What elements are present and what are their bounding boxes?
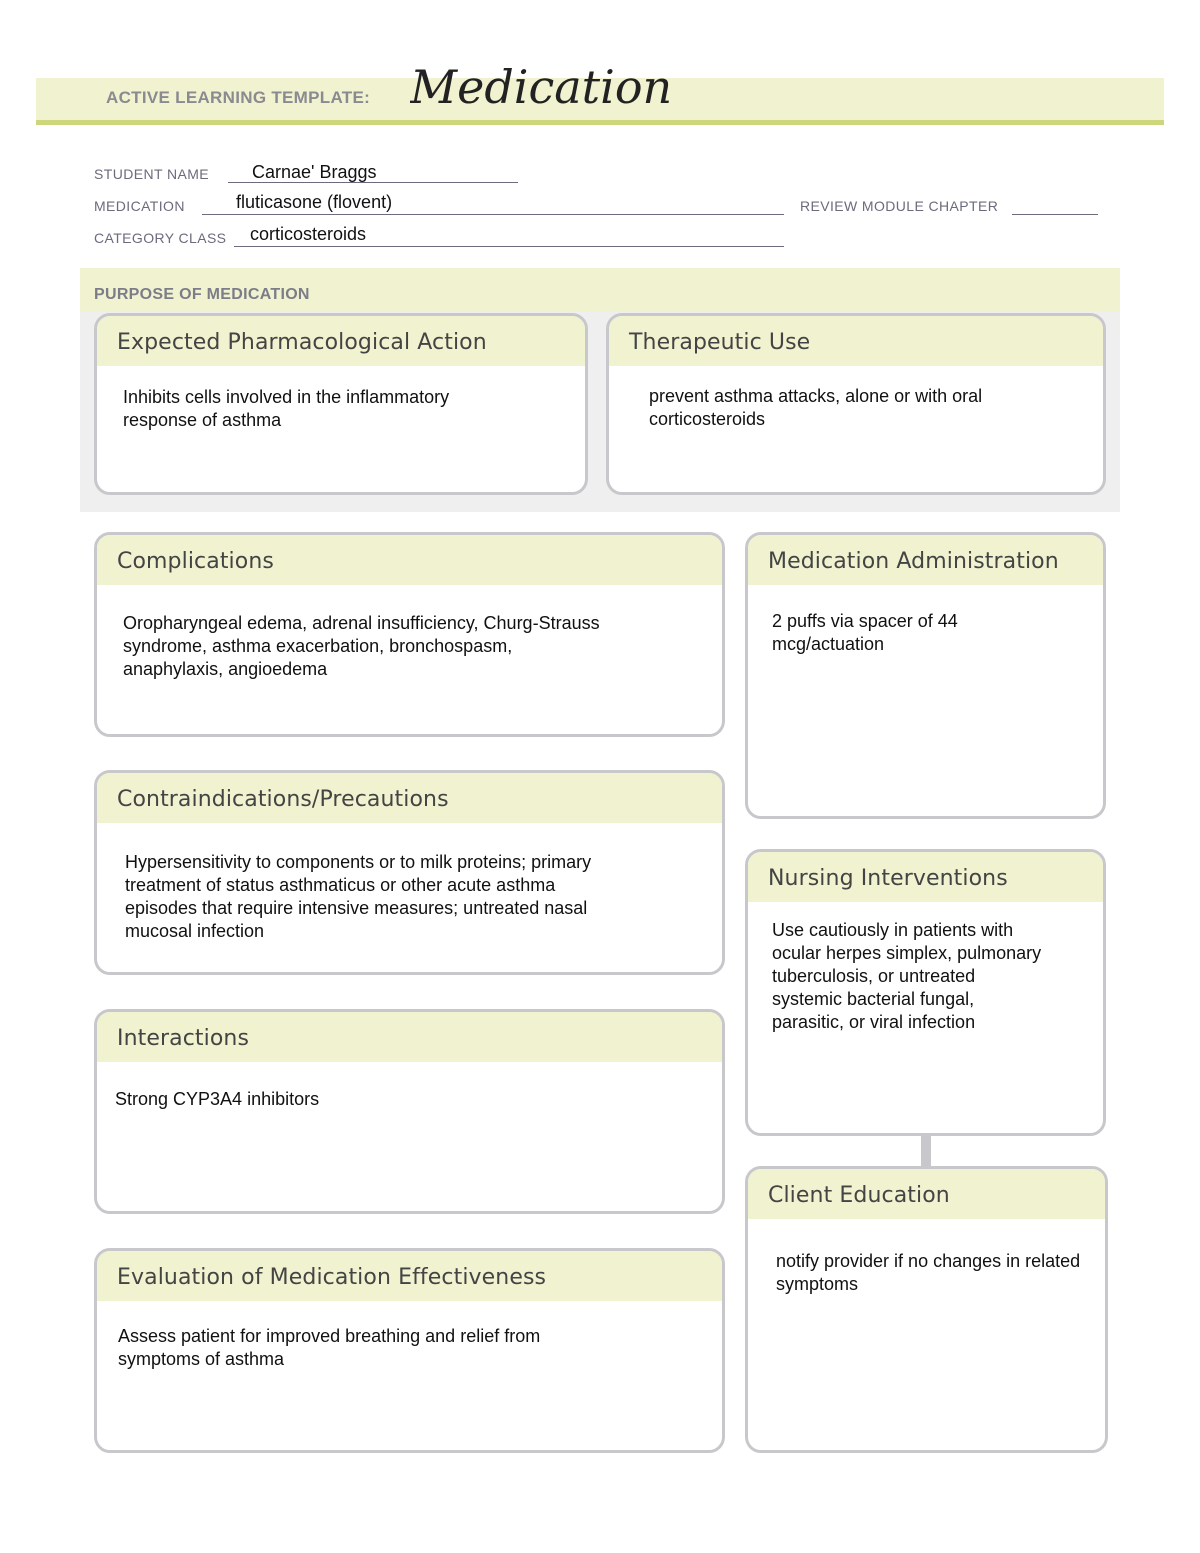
nursing-interventions-header (748, 852, 1103, 902)
interactions-text[interactable] (115, 1088, 319, 1111)
review-module-label: REVIEW MODULE CHAPTER (800, 198, 999, 214)
category-class-field[interactable]: corticosteroids (250, 224, 367, 244)
expected-action-card (94, 313, 588, 495)
text-line: Oropharyngeal edema, adrenal insufficiency, Churg-Strauss (123, 613, 600, 633)
text-line: episodes that require intensive measures; untreated nasal (125, 898, 588, 918)
medication-field[interactable]: fluticasone (flovent) (236, 192, 393, 212)
text-line: Use cautiously in patients with (772, 920, 1014, 940)
text-line: mcg/actuation (772, 634, 885, 654)
purpose-title: PURPOSE OF MEDICATION (94, 286, 310, 303)
client-education-title: Client Education (768, 1183, 950, 1208)
text-line: Hypersensitivity to components or to milk proteins; primary (125, 852, 592, 872)
nursing-interventions-card (745, 849, 1106, 1136)
client-education-card (745, 1166, 1108, 1453)
contraindications-header (97, 773, 722, 823)
text-line: mucosal infection (125, 921, 265, 941)
text-line: Strong CYP3A4 inhibitors (115, 1089, 320, 1109)
expected-action-text[interactable] (123, 386, 449, 432)
nursing-interventions-title: Nursing Interventions (768, 866, 1008, 891)
evaluation-text[interactable] (118, 1325, 540, 1371)
student-name-label: STUDENT NAME (94, 166, 209, 182)
administration-text[interactable] (772, 610, 958, 656)
complications-header (97, 535, 722, 585)
nursing-interventions-text[interactable] (772, 919, 1041, 1034)
template-header (36, 64, 1164, 125)
client-education-text[interactable] (776, 1250, 1080, 1296)
category-class-label: CATEGORY CLASS (94, 230, 227, 246)
text-line: 2 puffs via spacer of 44 (772, 611, 958, 631)
text-line: treatment of status asthmaticus or other acute asthma (125, 875, 556, 895)
interactions-card (94, 1009, 725, 1214)
text-line: Assess patient for improved breathing and relief from (118, 1326, 541, 1346)
evaluation-card (94, 1248, 725, 1453)
text-line: systemic bacterial fungal, (772, 989, 975, 1009)
text-line: response of asthma (123, 410, 282, 430)
client-education-header (748, 1169, 1105, 1219)
administration-header (748, 535, 1103, 585)
template-label: ACTIVE LEARNING TEMPLATE: (106, 88, 371, 107)
interactions-title: Interactions (117, 1026, 250, 1051)
review-module-field[interactable] (1012, 214, 1098, 215)
student-name-field[interactable]: Carnae' Braggs (252, 162, 377, 182)
contraindications-card (94, 770, 725, 975)
evaluation-title: Evaluation of Medication Effectiveness (117, 1265, 547, 1290)
administration-title: Medication Administration (768, 549, 1059, 574)
interactions-header (97, 1012, 722, 1062)
administration-card (745, 532, 1106, 819)
complications-text[interactable] (123, 612, 600, 681)
therapeutic-use-text[interactable] (649, 385, 982, 431)
category-class-line (234, 246, 784, 247)
contraindications-text[interactable] (125, 851, 591, 943)
text-line: Inhibits cells involved in the inflammatory (123, 387, 450, 407)
text-line: notify provider if no changes in related (776, 1251, 1081, 1271)
text-line: symptoms of asthma (118, 1349, 285, 1369)
therapeutic-use-header (609, 316, 1103, 366)
text-line: prevent asthma attacks, alone or with oral (649, 386, 983, 406)
template-title: Medication (410, 64, 673, 108)
text-line: parasitic, or viral infection (772, 1012, 976, 1032)
text-line: corticosteroids (649, 409, 766, 429)
medication-line (202, 214, 784, 215)
medication-label: MEDICATION (94, 198, 185, 214)
complications-card (94, 532, 725, 737)
text-line: ocular herpes simplex, pulmonary (772, 943, 1042, 963)
complications-title: Complications (117, 549, 274, 574)
expected-action-title: Expected Pharmacological Action (117, 330, 487, 355)
therapeutic-use-card (606, 313, 1106, 495)
text-line: symptoms (776, 1274, 859, 1294)
therapeutic-use-title: Therapeutic Use (629, 330, 811, 355)
text-line: anaphylaxis, angioedema (123, 659, 328, 679)
text-line: tuberculosis, or untreated (772, 966, 976, 986)
purpose-header (80, 268, 1120, 312)
contraindications-title: Contraindications/Precautions (117, 787, 449, 812)
card-connector (921, 1134, 931, 1167)
text-line: syndrome, asthma exacerbation, bronchospasm, (123, 636, 513, 656)
expected-action-header (97, 316, 585, 366)
evaluation-header (97, 1251, 722, 1301)
